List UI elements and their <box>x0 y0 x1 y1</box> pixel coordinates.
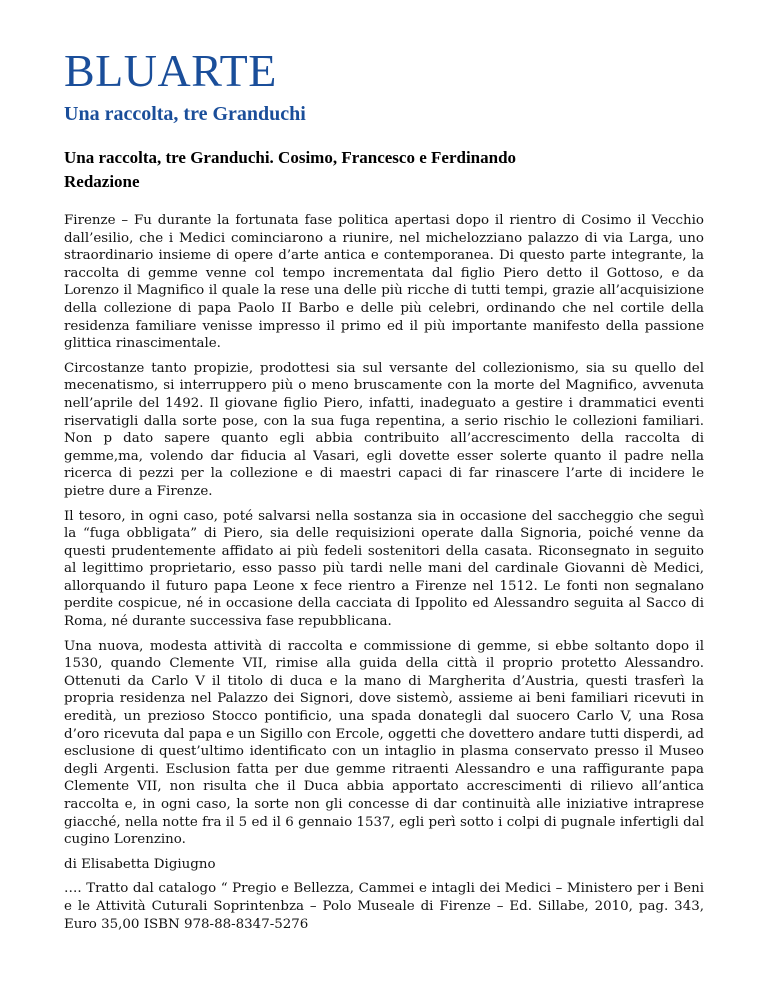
page <box>64 0 704 940</box>
source-note: …. Tratto dal catalogo “ Pregio e Bellezza, Cammei e intagli dei Medici – Ministero per i Beni e le Attività Cuturali Soprintenbza – Polo Museale di Firenze – Ed. Sillabe, 2010, pag. 343, Euro 35,00 ISBN 978-88-8347-5276 <box>64 881 704 932</box>
article-author: Redazione <box>64 172 140 191</box>
article-paragraph: Firenze – Fu durante la fortunata fase politica apertasi dopo il rientro di Cosimo il Vecchio dall’esilio, che i Medici cominciarono a riunire, nel michelozziano palazzo di via Larga, uno straordinario insieme di opere d’arte antica e contemporanea. Di questo parte integrante, la raccolta di gemme venne col tempo incrementata dal figlio Piero detto il Gottoso, e da Lorenzo il Magnifico il quale la rese una delle più ricche di tutti tempi, grazie all’acquisizione della collezione di papa Paolo II Barbo e delle più celebri, ordinando che nel cortile della residenza familiare venisse impresso il primo ed il più importante manifesto della passione glittica rinascimentale. <box>64 213 704 352</box>
article-body <box>64 212 704 933</box>
article-title: Una raccolta, tre Granduchi. Cosimo, Francesco e Ferdinando <box>64 148 517 167</box>
article-paragraph: Il tesoro, in ogni caso, poté salvarsi nella sostanza sia in occasione del saccheggio che seguì la “fuga obbligata” di Piero, sia delle requisizioni operate dalla Signoria, poiché venne da questi prudentemente affidato ai più fedeli sostenitori della casata. Riconsegnato in seguito al legittimo proprietario, esso passo più tardi nelle mani del cardinale Giovanni dè Medici, allorquando il futuro papa Leone x fece rientro a Firenze nel 1512. Le fonti non segnalano perdite cospicue, né in occasione della cacciata di Ippolito ed Alessandro seguita al Sacco di Roma, né durante successiva fase repubblicana. <box>64 508 704 630</box>
site-brand[interactable]: BLUARTE <box>64 45 277 96</box>
article-paragraph: Una nuova, modesta attività di raccolta e commissione di gemme, si ebbe soltanto dopo il 1530, quando Clemente VII, rimise alla guida della città il proprio protetto Alessandro. Ottenuti da Carlo V il titolo di duca e la mano di Margherita d’Austria, questi trasferì la propria residenza nel Palazzo dei Signori, dove sistemò, assieme ai beni familiari ricevuti in eredità, un prezioso Stocco pontificio, una spada donategli dal suocero Carlo V, una Rosa d’oro ricevuta dal papa e un Sigillo con Ercole, oggetti che dovettero andare tutti disperdi, ad esclusione di quest’ultimo identificato con un intaglio in plasma conservato presso il Museo degli Argenti. Esclusion fatta per due gemme ritraenti Alessandro e una raffigurante papa Clemente VII, non risulta che il Duca abbia apportato accrescimenti di rilievo all’antica raccolta e, in ogni caso, la sorte non gli concesse di dar continuità alle iniziative intraprese giacché, nella notte fra il 5 ed il 6 gennaio 1537, egli perì sotto i colpi di pugnale infertigli dal cugino Lorenzino. <box>64 638 704 848</box>
page-subtitle: Una raccolta, tre Granduchi <box>64 103 306 125</box>
article <box>64 146 704 933</box>
article-byline: di Elisabetta Digiugno <box>64 856 216 872</box>
article-paragraph: Circostanze tanto propizie, prodottesi sia sul versante del collezionismo, sia su quello del mecenatismo, si interruppero più o meno bruscamente con la morte del Magnifico, avvenuta nell’aprile del 1492. Il giovane figlio Piero, infatti, inadeguato a gestire i drammatici eventi riservatigli dalla sorte pose, con la sua fuga repentina, a serio rischio le collezioni familiari. Non p dato sapere quanto egli abbia contribuito all’accrescimento della raccolta di gemme,ma, volendo dar fiducia al Vasari, egli dovette esser solerte quanto il padre nella ricerca di pezzi per la collezione e di maestri capaci di far rinascere l’arte di incidere le pietre dure a Firenze. <box>64 360 704 499</box>
